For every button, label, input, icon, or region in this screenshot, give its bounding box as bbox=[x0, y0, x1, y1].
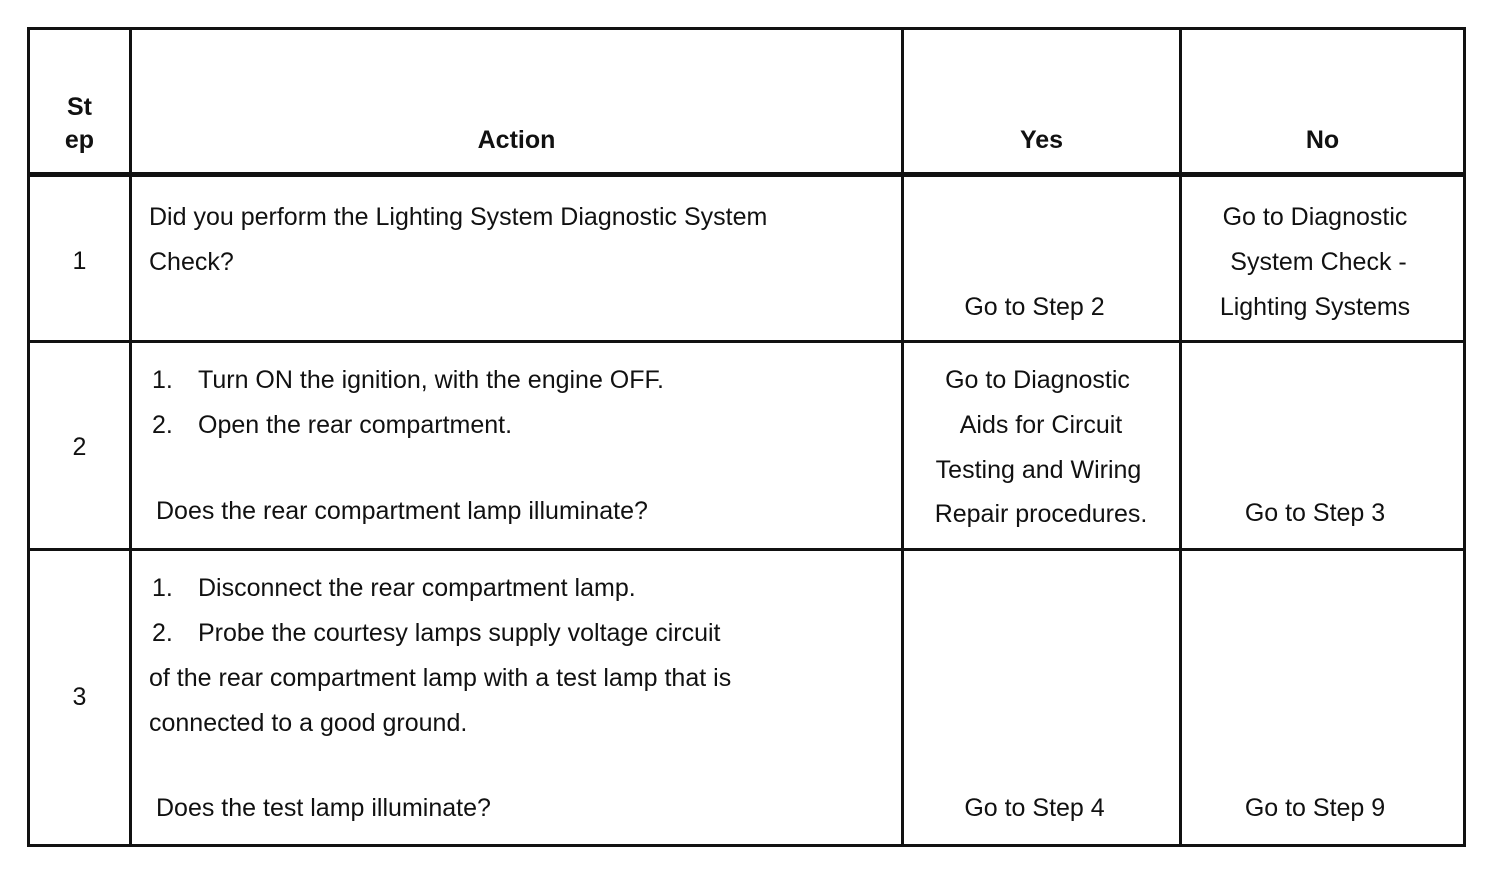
list-number: 1. bbox=[152, 574, 173, 602]
list-text: Probe the courtesy lamps supply voltage circuit bbox=[198, 619, 721, 647]
action-continuation-line: of the rear compartment lamp with a test lamp that is bbox=[149, 664, 732, 692]
step-number: 2 bbox=[72, 433, 87, 461]
yes-link-line[interactable]: Go to Diagnostic bbox=[945, 366, 1130, 394]
diagnostic-table bbox=[27, 27, 1466, 847]
yes-link-line[interactable]: Testing and Wiring bbox=[935, 456, 1142, 484]
no-cell bbox=[1181, 342, 1465, 550]
table-row bbox=[29, 342, 1465, 550]
yes-cell bbox=[903, 550, 1181, 846]
header-no-label: No bbox=[1305, 126, 1340, 154]
header-step-line1: St bbox=[67, 93, 92, 121]
step-cell bbox=[29, 342, 131, 550]
list-number: 1. bbox=[152, 366, 173, 394]
yes-link[interactable]: Go to Step 4 bbox=[964, 794, 1105, 822]
header-yes bbox=[903, 29, 1181, 175]
action-list-item bbox=[152, 566, 636, 611]
list-number: 2. bbox=[152, 411, 173, 439]
action-cell bbox=[131, 175, 903, 342]
header-action bbox=[131, 29, 903, 175]
header-no bbox=[1181, 29, 1465, 175]
yes-link-line[interactable]: Aids for Circuit bbox=[959, 411, 1123, 439]
yes-link-line[interactable]: Repair procedures. bbox=[934, 500, 1148, 528]
list-text: Disconnect the rear compartment lamp. bbox=[198, 574, 636, 602]
action-question: Does the rear compartment lamp illuminate? bbox=[156, 497, 648, 525]
step-cell bbox=[29, 175, 131, 342]
yes-cell bbox=[903, 342, 1181, 550]
action-list-item bbox=[152, 358, 664, 403]
header-step-line2: ep bbox=[64, 126, 95, 154]
yes-link[interactable]: Go to Step 2 bbox=[964, 293, 1105, 321]
header-step bbox=[29, 29, 131, 175]
action-continuation-line: connected to a good ground. bbox=[149, 709, 468, 737]
action-cell bbox=[131, 550, 903, 846]
table-row bbox=[29, 550, 1465, 846]
no-link[interactable]: Go to Step 9 bbox=[1244, 794, 1386, 822]
header-yes-label: Yes bbox=[1019, 126, 1064, 154]
action-line: Did you perform the Lighting System Diagnostic System bbox=[149, 203, 768, 231]
yes-cell bbox=[903, 175, 1181, 342]
list-text: Open the rear compartment. bbox=[198, 411, 513, 439]
table-row bbox=[29, 175, 1465, 342]
action-list-item bbox=[152, 611, 720, 656]
list-text: Turn ON the ignition, with the engine OFF. bbox=[198, 366, 664, 394]
list-number: 2. bbox=[152, 619, 173, 647]
header-row bbox=[29, 29, 1465, 175]
action-cell bbox=[131, 342, 903, 550]
step-number: 3 bbox=[72, 683, 87, 711]
step-number: 1 bbox=[72, 247, 87, 275]
action-list-item bbox=[152, 403, 512, 448]
header-action-label: Action bbox=[477, 126, 556, 154]
step-cell bbox=[29, 550, 131, 846]
no-link[interactable]: Go to Step 3 bbox=[1244, 499, 1386, 527]
no-cell bbox=[1181, 550, 1465, 846]
no-cell bbox=[1181, 175, 1465, 342]
action-line: Check? bbox=[149, 248, 234, 276]
no-link-line[interactable]: Lighting Systems bbox=[1219, 293, 1411, 321]
action-question: Does the test lamp illuminate? bbox=[156, 794, 491, 822]
no-link-line[interactable]: System Check - bbox=[1230, 248, 1407, 276]
no-link-line[interactable]: Go to Diagnostic bbox=[1222, 203, 1408, 231]
